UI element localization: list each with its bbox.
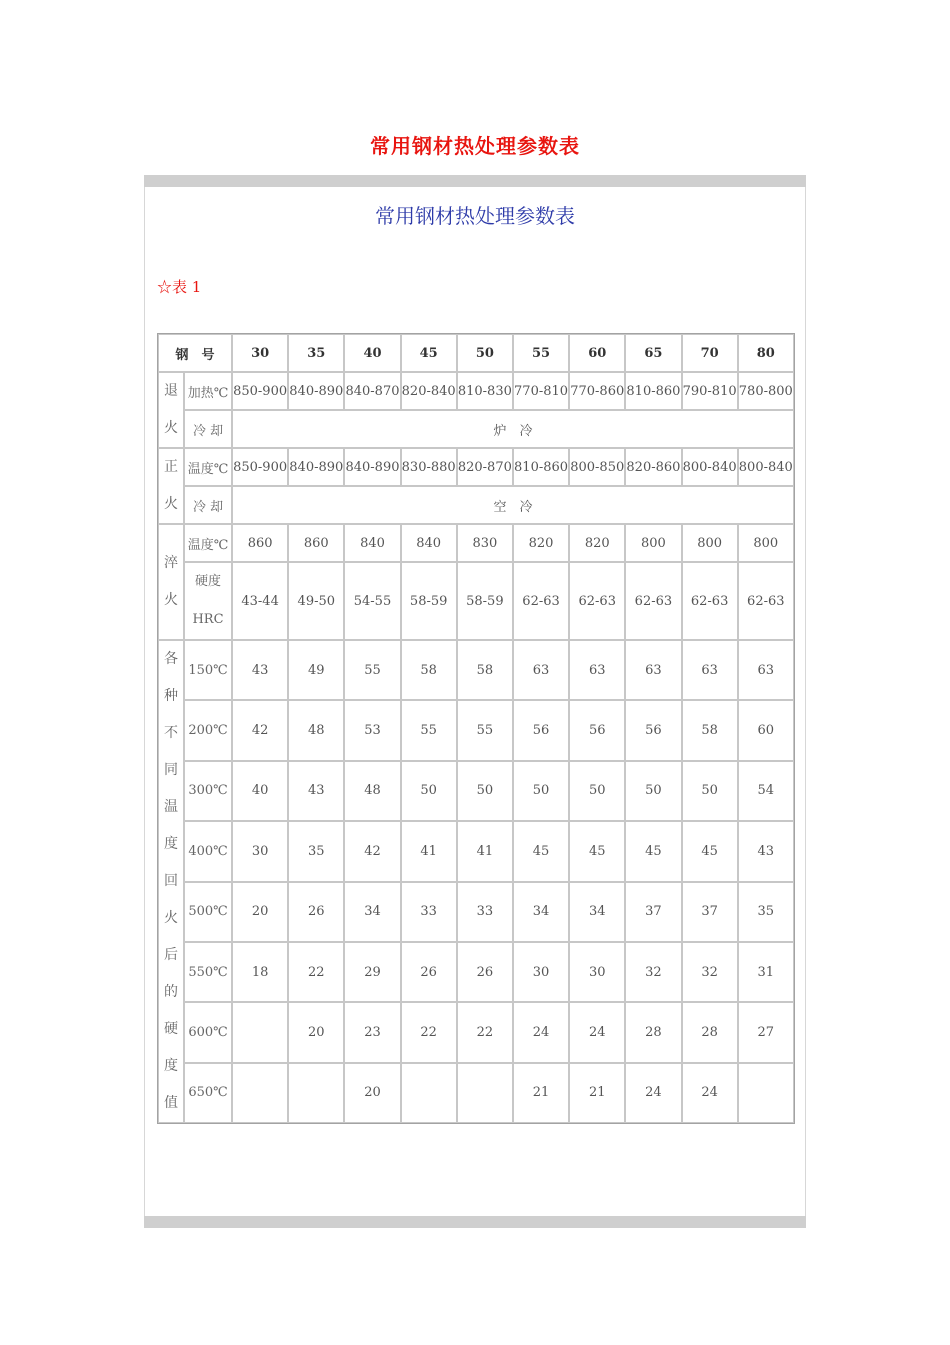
table-cell: 48 bbox=[344, 761, 400, 821]
table-cell: 810-830 bbox=[457, 372, 513, 410]
category-char: 同 bbox=[164, 762, 178, 778]
table-cell-merged: 空 冷 bbox=[232, 486, 794, 524]
table-cell: 24 bbox=[625, 1063, 681, 1123]
category-char: 火 bbox=[164, 592, 178, 608]
table-cell: 810-860 bbox=[625, 372, 681, 410]
table-cell: 50 bbox=[457, 761, 513, 821]
table-cell: 820 bbox=[569, 524, 625, 562]
table-cell: 30 bbox=[513, 942, 569, 1002]
header-steel-grade: 30 bbox=[232, 334, 288, 372]
table-cell: 42 bbox=[344, 821, 400, 881]
row-label: 300℃ bbox=[184, 761, 232, 821]
table-cell: 50 bbox=[513, 761, 569, 821]
table-cell: 43-44 bbox=[232, 562, 288, 640]
document-title: 常用钢材热处理参数表 bbox=[370, 134, 580, 158]
table-cell: 54 bbox=[738, 761, 794, 821]
row-label: 加热℃ bbox=[184, 372, 232, 410]
row-label: 500℃ bbox=[184, 882, 232, 942]
category-char: 各 bbox=[164, 651, 178, 667]
table-cell: 41 bbox=[401, 821, 457, 881]
table-cell: 60 bbox=[738, 700, 794, 760]
table-cell: 33 bbox=[457, 882, 513, 942]
table-cell: 37 bbox=[625, 882, 681, 942]
inner-title: 常用钢材热处理参数表 bbox=[375, 204, 575, 228]
table-cell bbox=[738, 1063, 794, 1123]
header-steel-grade: 50 bbox=[457, 334, 513, 372]
category-tempering bbox=[158, 640, 184, 1123]
category-char: 温 bbox=[164, 799, 178, 815]
table-cell: 34 bbox=[344, 882, 400, 942]
table-cell: 800-840 bbox=[682, 448, 738, 486]
table-cell: 43 bbox=[232, 640, 288, 700]
header-steel-grade: 70 bbox=[682, 334, 738, 372]
table-row bbox=[158, 942, 794, 1002]
table-cell: 800 bbox=[625, 524, 681, 562]
table-cell: 20 bbox=[232, 882, 288, 942]
table-cell: 24 bbox=[569, 1002, 625, 1062]
table-cell: 58 bbox=[401, 640, 457, 700]
table-cell: 770-810 bbox=[513, 372, 569, 410]
row-label: 200℃ bbox=[184, 700, 232, 760]
table-cell: 63 bbox=[738, 640, 794, 700]
table-cell: 45 bbox=[682, 821, 738, 881]
table-cell: 24 bbox=[513, 1002, 569, 1062]
table-row bbox=[158, 524, 794, 562]
table-cell: 26 bbox=[288, 882, 344, 942]
table-cell: 45 bbox=[625, 821, 681, 881]
header-steel-grade: 65 bbox=[625, 334, 681, 372]
category-char: 回 bbox=[164, 873, 178, 889]
table-cell: 800 bbox=[682, 524, 738, 562]
table-cell: 20 bbox=[288, 1002, 344, 1062]
row-label: 温度℃ bbox=[184, 448, 232, 486]
table-cell: 50 bbox=[401, 761, 457, 821]
table-cell: 800-850 bbox=[569, 448, 625, 486]
table-cell: 48 bbox=[288, 700, 344, 760]
table-cell: 850-900 bbox=[232, 448, 288, 486]
panel-bottom-bar bbox=[144, 1216, 806, 1228]
table-cell: 860 bbox=[288, 524, 344, 562]
table-cell: 58-59 bbox=[401, 562, 457, 640]
table-cell: 860 bbox=[232, 524, 288, 562]
table-row bbox=[158, 448, 794, 486]
table-cell: 45 bbox=[513, 821, 569, 881]
table-cell: 43 bbox=[288, 761, 344, 821]
table-row bbox=[158, 562, 794, 640]
table-cell: 21 bbox=[513, 1063, 569, 1123]
table-cell: 840-890 bbox=[288, 372, 344, 410]
table-cell: 26 bbox=[457, 942, 513, 1002]
header-steel-grade: 35 bbox=[288, 334, 344, 372]
row-label: 650℃ bbox=[184, 1063, 232, 1123]
header-steel-grade: 40 bbox=[344, 334, 400, 372]
category-annealing bbox=[158, 372, 184, 448]
table-cell: 24 bbox=[682, 1063, 738, 1123]
row-label: 温度℃ bbox=[184, 524, 232, 562]
category-char: 火 bbox=[164, 910, 178, 926]
table-cell: 850-900 bbox=[232, 372, 288, 410]
hardness-unit: HRC bbox=[192, 612, 224, 627]
table-cell: 32 bbox=[682, 942, 738, 1002]
table-cell: 35 bbox=[288, 821, 344, 881]
category-char: 后 bbox=[164, 947, 178, 963]
table-cell: 62-63 bbox=[513, 562, 569, 640]
table-cell: 28 bbox=[625, 1002, 681, 1062]
table-cell: 49 bbox=[288, 640, 344, 700]
table-row bbox=[158, 640, 794, 700]
row-label: 400℃ bbox=[184, 821, 232, 881]
table-cell: 63 bbox=[682, 640, 738, 700]
table-cell: 820-840 bbox=[401, 372, 457, 410]
header-steel-grade: 45 bbox=[401, 334, 457, 372]
category-quenching bbox=[158, 524, 184, 640]
table-row bbox=[158, 700, 794, 760]
table-cell: 63 bbox=[625, 640, 681, 700]
table-cell: 35 bbox=[738, 882, 794, 942]
table-cell: 820-860 bbox=[625, 448, 681, 486]
table-cell: 62-63 bbox=[738, 562, 794, 640]
category-char: 度 bbox=[164, 1058, 178, 1074]
table-cell: 840-890 bbox=[288, 448, 344, 486]
category-char: 火 bbox=[164, 496, 178, 512]
table-cell: 63 bbox=[513, 640, 569, 700]
category-char: 退 bbox=[164, 383, 178, 399]
table-row bbox=[158, 1063, 794, 1123]
table-cell: 830 bbox=[457, 524, 513, 562]
table-cell: 41 bbox=[457, 821, 513, 881]
table-cell bbox=[288, 1063, 344, 1123]
table-cell: 43 bbox=[738, 821, 794, 881]
table-row bbox=[158, 761, 794, 821]
row-label: 150℃ bbox=[184, 640, 232, 700]
table-cell: 800-840 bbox=[738, 448, 794, 486]
table-cell: 58 bbox=[457, 640, 513, 700]
category-char: 种 bbox=[164, 688, 178, 704]
table-cell: 23 bbox=[344, 1002, 400, 1062]
table-cell: 34 bbox=[569, 882, 625, 942]
table-cell: 29 bbox=[344, 942, 400, 1002]
table-cell: 54-55 bbox=[344, 562, 400, 640]
table-cell: 840-870 bbox=[344, 372, 400, 410]
table-cell bbox=[232, 1002, 288, 1062]
category-char: 正 bbox=[164, 459, 178, 475]
row-label: 冷 却 bbox=[184, 410, 232, 448]
table-cell: 56 bbox=[569, 700, 625, 760]
table-cell: 50 bbox=[569, 761, 625, 821]
table-row bbox=[158, 410, 794, 448]
table-cell: 63 bbox=[569, 640, 625, 700]
table-row bbox=[158, 821, 794, 881]
table-cell: 55 bbox=[457, 700, 513, 760]
category-normalizing bbox=[158, 448, 184, 524]
table-cell: 28 bbox=[682, 1002, 738, 1062]
table-cell: 20 bbox=[344, 1063, 400, 1123]
table-cell: 58-59 bbox=[457, 562, 513, 640]
table-cell: 56 bbox=[513, 700, 569, 760]
table-cell: 62-63 bbox=[569, 562, 625, 640]
table-cell: 820 bbox=[513, 524, 569, 562]
table-cell: 49-50 bbox=[288, 562, 344, 640]
table-cell bbox=[401, 1063, 457, 1123]
table-cell: 55 bbox=[401, 700, 457, 760]
category-char: 火 bbox=[164, 420, 178, 436]
table-cell: 830-880 bbox=[401, 448, 457, 486]
heat-treatment-table bbox=[157, 333, 795, 1124]
table-cell: 32 bbox=[625, 942, 681, 1002]
table-cell: 770-860 bbox=[569, 372, 625, 410]
table-cell: 40 bbox=[232, 761, 288, 821]
table-cell: 62-63 bbox=[625, 562, 681, 640]
table-row bbox=[158, 882, 794, 942]
table-cell: 840-890 bbox=[344, 448, 400, 486]
table-cell: 790-810 bbox=[682, 372, 738, 410]
table-cell: 22 bbox=[401, 1002, 457, 1062]
category-char: 不 bbox=[164, 725, 178, 741]
panel-top-bar bbox=[144, 175, 806, 187]
table-cell: 30 bbox=[569, 942, 625, 1002]
table-cell: 800 bbox=[738, 524, 794, 562]
table-cell: 53 bbox=[344, 700, 400, 760]
table-cell: 30 bbox=[232, 821, 288, 881]
hardness-label: 硬度 bbox=[195, 574, 222, 589]
table-header-row bbox=[158, 334, 794, 372]
row-label: 冷 却 bbox=[184, 486, 232, 524]
table-cell: 37 bbox=[682, 882, 738, 942]
table-cell: 27 bbox=[738, 1002, 794, 1062]
table-cell: 22 bbox=[288, 942, 344, 1002]
table-row bbox=[158, 1002, 794, 1062]
table-cell: 58 bbox=[682, 700, 738, 760]
category-char: 淬 bbox=[164, 555, 178, 571]
table-cell: 21 bbox=[569, 1063, 625, 1123]
table-cell: 42 bbox=[232, 700, 288, 760]
row-label: 600℃ bbox=[184, 1002, 232, 1062]
header-steel-grade: 55 bbox=[513, 334, 569, 372]
table-cell: 840 bbox=[401, 524, 457, 562]
category-char: 度 bbox=[164, 836, 178, 852]
table-cell: 34 bbox=[513, 882, 569, 942]
category-char: 硬 bbox=[164, 1021, 178, 1037]
table-cell: 780-800 bbox=[738, 372, 794, 410]
table-cell: 31 bbox=[738, 942, 794, 1002]
header-steel-grade: 80 bbox=[738, 334, 794, 372]
row-label-hardness bbox=[184, 562, 232, 640]
header-steel-grade-label: 钢 号 bbox=[158, 334, 232, 372]
table-cell: 55 bbox=[344, 640, 400, 700]
table-cell: 33 bbox=[401, 882, 457, 942]
table-cell: 26 bbox=[401, 942, 457, 1002]
table-cell: 840 bbox=[344, 524, 400, 562]
table-cell: 18 bbox=[232, 942, 288, 1002]
table-cell: 62-63 bbox=[682, 562, 738, 640]
table-row bbox=[158, 372, 794, 410]
table-cell: 45 bbox=[569, 821, 625, 881]
table-cell: 810-860 bbox=[513, 448, 569, 486]
row-label: 550℃ bbox=[184, 942, 232, 1002]
table-row bbox=[158, 486, 794, 524]
table-cell bbox=[232, 1063, 288, 1123]
table-cell: 820-870 bbox=[457, 448, 513, 486]
category-char: 值 bbox=[164, 1095, 178, 1111]
table-label: ☆表 1 bbox=[157, 278, 202, 296]
header-steel-grade: 60 bbox=[569, 334, 625, 372]
table-cell: 56 bbox=[625, 700, 681, 760]
table-cell: 50 bbox=[682, 761, 738, 821]
table-cell: 22 bbox=[457, 1002, 513, 1062]
table-cell: 50 bbox=[625, 761, 681, 821]
table-cell-merged: 炉 冷 bbox=[232, 410, 794, 448]
table-cell bbox=[457, 1063, 513, 1123]
category-char: 的 bbox=[164, 984, 178, 1000]
